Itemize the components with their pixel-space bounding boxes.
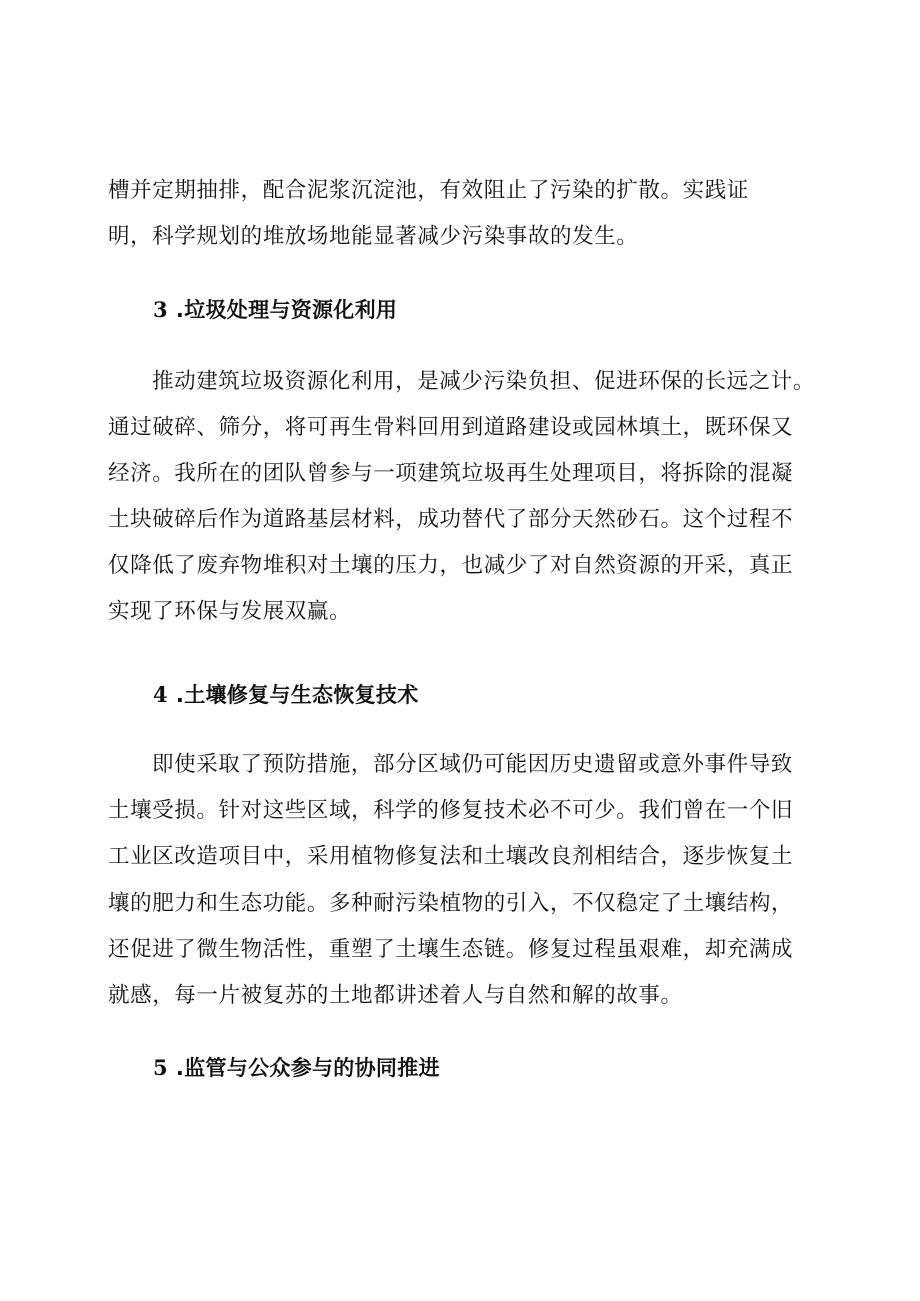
section-number: 4: [153, 682, 168, 707]
paragraph-line: 推动建筑垃圾资源化利用，是减少污染负担、促进环保的长远之计。: [152, 369, 816, 394]
section-number: 5: [153, 1055, 168, 1080]
paragraph-line: 壤的肥力和生态功能。多种耐污染植物的引入，不仅稳定了土壤结构，: [108, 891, 794, 916]
paragraph-line: 工业区改造项目中，采用植物修复法和土壤改良剂相结合，逐步恢复土: [108, 844, 794, 869]
section-title: .土壤修复与生态恢复技术: [175, 683, 419, 707]
paragraph-line: 就感，每一片被复苏的土地都讲述着人与自然和解的故事。: [108, 983, 683, 1008]
section-title: .监管与公众参与的协同推进: [175, 1056, 440, 1080]
paragraph-line: 仅降低了废弃物堆积对土壤的压力，也减少了对自然资源的开采，真正: [108, 553, 794, 578]
section-title: .垃圾处理与资源化利用: [175, 298, 398, 322]
section-heading-3: [153, 295, 397, 325]
paragraph-line: 实现了环保与发展双赢。: [108, 599, 352, 624]
paragraph-line: 明，科学规划的堆放场地能显著减少污染事故的发生。: [108, 224, 639, 249]
paragraph-line: 经济。我所在的团队曾参与一项建筑垃圾再生处理项目，将拆除的混凝: [108, 461, 794, 486]
paragraph-line: 通过破碎、筛分，将可再生骨料回用到道路建设或园林填土，既环保又: [108, 415, 794, 440]
paragraph-line: 还促进了微生物活性，重塑了土壤生态链。修复过程虽艰难，却充满成: [108, 937, 794, 962]
section-number: 3: [153, 297, 168, 322]
paragraph-line: 土壤受损。针对这些区域，科学的修复技术必不可少。我们曾在一个旧: [108, 798, 794, 823]
paragraph-line: 土块破碎后作为道路基层材料，成功替代了部分天然砂石。这个过程不: [108, 507, 794, 532]
section-heading-4: [153, 680, 419, 710]
section-heading-5: [153, 1053, 440, 1083]
paragraph-line: 槽并定期抽排，配合泥浆沉淀池，有效阻止了污染的扩散。实践证: [108, 178, 749, 203]
paragraph-line: 即使采取了预防措施，部分区域仍可能因历史遗留或意外事件导致: [152, 752, 793, 777]
